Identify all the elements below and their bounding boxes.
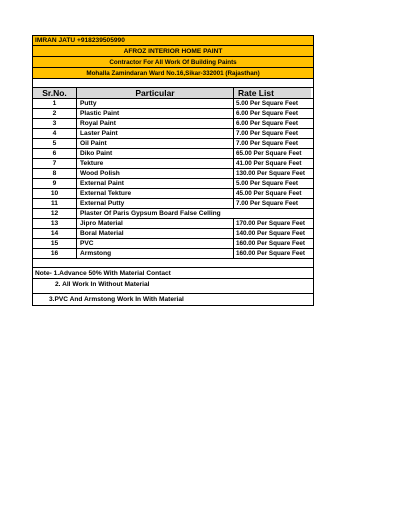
company-address: Mohalla Zamindaran Ward No.16,Sikar-332001 (Rajasthan) (33, 68, 313, 78)
row-srno: 16 (33, 249, 77, 258)
row-particular: Plaster Of Paris Gypsum Board False Celling (80, 210, 221, 217)
note-row (33, 268, 313, 279)
row-particular: Putty (77, 99, 234, 108)
row-srno: 6 (33, 149, 77, 158)
table-row (33, 189, 313, 199)
row-rate: 45.00 Per Square Feet (236, 190, 302, 197)
row-srno: 1 (33, 99, 77, 108)
row-particular: Oil Paint (77, 139, 234, 148)
row-srno: 8 (33, 169, 77, 178)
note-1: Note- 1.Advance 50% With Material Contact (35, 269, 171, 277)
table-row (33, 169, 313, 179)
note-row (33, 279, 313, 294)
row-rate: 7.00 Per Square Feet (236, 130, 298, 137)
blank-row (33, 259, 313, 268)
row-srno: 4 (33, 129, 77, 138)
row-rate: 160.00 Per Square Feet (236, 250, 305, 257)
table-row (33, 109, 313, 119)
row-particular: Jipro Material (77, 219, 234, 228)
table-row (33, 209, 313, 219)
row-srno: 5 (33, 139, 77, 148)
row-particular: Laster Paint (77, 129, 234, 138)
tagline-row (33, 57, 313, 68)
row-particular: PVC (77, 239, 234, 248)
table-row (33, 119, 313, 129)
row-particular: Tekture (77, 159, 234, 168)
row-rate: 140.00 Per Square Feet (236, 230, 305, 237)
contact-row (33, 35, 313, 46)
row-rate: 6.00 Per Square Feet (236, 120, 298, 127)
blank-row (33, 79, 313, 88)
address-row (33, 68, 313, 79)
company-name: AFROZ INTERIOR HOME PAINT (33, 46, 313, 56)
row-rate: 5.00 Per Square Feet (236, 100, 298, 107)
note-3: 3.PVC And Armstong Work In With Material (49, 296, 184, 303)
row-particular: Boral Material (77, 229, 234, 238)
table-row (33, 249, 313, 259)
row-rate: 65.00 Per Square Feet (236, 150, 302, 157)
row-rate: 6.00 Per Square Feet (236, 110, 298, 117)
table-row (33, 219, 313, 229)
row-rate: 41.00 Per Square Feet (236, 160, 302, 167)
column-header-particular: Particular (77, 88, 234, 98)
row-rate: 7.00 Per Square Feet (236, 140, 298, 147)
row-rate: 5.00 Per Square Feet (236, 180, 298, 187)
table-row (33, 129, 313, 139)
row-rate: 7.00 Per Square Feet (236, 200, 298, 207)
column-header-rate: Rate List (234, 88, 311, 98)
row-particular: External Paint (77, 179, 234, 188)
row-srno: 11 (33, 199, 77, 208)
row-srno: 13 (33, 219, 77, 228)
contact-text: IMRAN JATU +918239505990 (33, 36, 313, 45)
note-2: 2. All Work In Without Material (55, 281, 150, 288)
table-row (33, 239, 313, 249)
row-particular: Armstong (77, 249, 234, 258)
company-row (33, 46, 313, 57)
row-particular: Plastic Paint (77, 109, 234, 118)
row-particular: Diko Paint (77, 149, 234, 158)
row-srno: 2 (33, 109, 77, 118)
row-rate: 130.00 Per Square Feet (236, 170, 305, 177)
row-srno: 3 (33, 119, 77, 128)
table-row (33, 159, 313, 169)
rate-list-sheet (32, 35, 314, 306)
row-srno: 12 (33, 209, 77, 218)
table-row (33, 149, 313, 159)
table-row (33, 99, 313, 109)
row-srno: 14 (33, 229, 77, 238)
row-srno: 10 (33, 189, 77, 198)
row-rate: 160.00 Per Square Feet (236, 240, 305, 247)
note-row (33, 294, 313, 306)
column-header-srno: Sr.No. (33, 88, 77, 98)
row-particular: Royal Paint (77, 119, 234, 128)
table-row (33, 179, 313, 189)
table-row (33, 229, 313, 239)
table-row (33, 199, 313, 209)
row-srno: 15 (33, 239, 77, 248)
company-tagline: Contractor For All Work Of Building Paints (33, 57, 313, 67)
row-particular: External Tekture (77, 189, 234, 198)
row-particular: Wood Polish (77, 169, 234, 178)
row-rate: 170.00 Per Square Feet (236, 220, 305, 227)
table-body (33, 99, 313, 259)
column-header-row (33, 88, 313, 99)
row-particular: External Putty (77, 199, 234, 208)
table-row (33, 139, 313, 149)
row-srno: 9 (33, 179, 77, 188)
row-srno: 7 (33, 159, 77, 168)
row-rate (234, 209, 311, 218)
